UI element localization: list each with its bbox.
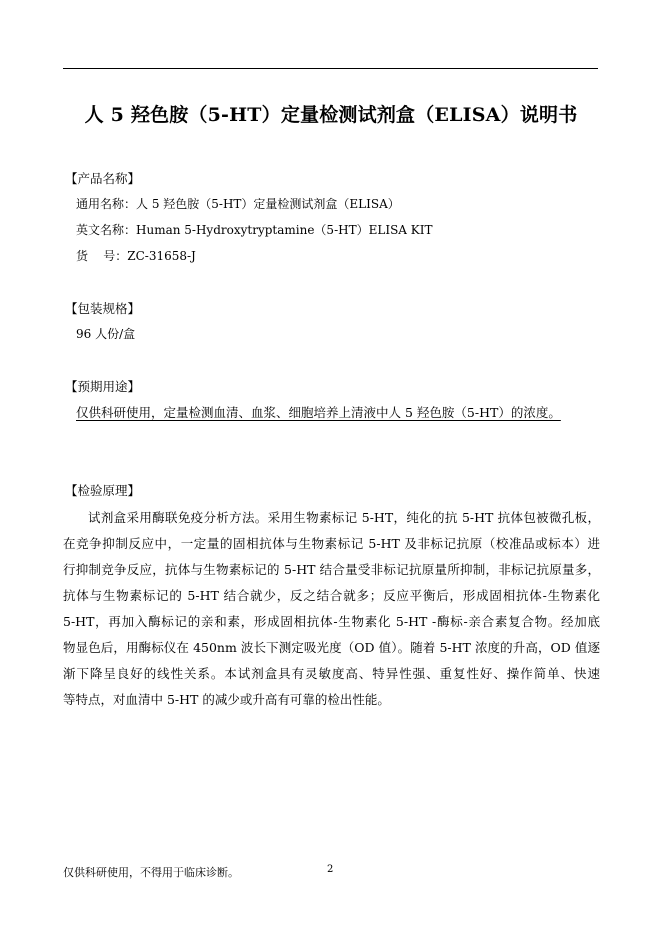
principle-line: 5-HT，再加入酶标记的亲和素，形成固相抗体-生物素化 5-HT -酶标-亲合素复合物。经加底: [63, 614, 600, 629]
principle-line: 渐下降呈良好的线性关系。本试剂盒具有灵敏度高、特异性强、重复性好、操作简单、快速: [63, 666, 600, 681]
principle-heading: 【检验原理】: [65, 483, 141, 498]
principle-line: 物显色后，用酶标仪在 450nm 波长下测定吸光度（OD 值）。随着 5-HT 浓度的升高，OD 值逐: [63, 640, 600, 655]
intended-use-heading: 【预期用途】: [65, 379, 141, 394]
page-number: 2: [327, 864, 334, 875]
english-name-line: 英文名称：Human 5-Hydroxytryptamine（5-HT）ELISA KIT: [76, 223, 433, 237]
catalog-number-line: 货 号：ZC-31658-J: [76, 249, 196, 263]
principle-line: 等特点，对血清中 5-HT 的减少或升高有可靠的检出性能。: [63, 692, 390, 707]
principle-line: 试剂盒采用酶联免疫分析方法。采用生物素标记 5-HT，纯化的抗 5-HT 抗体包被微孔板，: [88, 510, 600, 525]
package-heading: 【包装规格】: [65, 301, 141, 316]
principle-line: 抗体与生物素标记的 5-HT 结合就少，反之结合就多；反应平衡后，形成固相抗体-生物素化: [63, 588, 600, 603]
document-title: 人 5 羟色胺（5-HT）定量检测试剂盒（ELISA）说明书: [84, 104, 578, 126]
product-name-heading: 【产品名称】: [65, 171, 141, 186]
principle-line: 在竞争抑制反应中，一定量的固相抗体与生物素标记 5-HT 及非标记抗原（校准品或标本）进: [63, 536, 600, 551]
common-name-line: 通用名称：人 5 羟色胺（5-HT）定量检测试剂盒（ELISA）: [76, 197, 400, 211]
package-spec-line: 96 人份/盒: [76, 327, 136, 341]
principle-line: 行抑制竞争反应，抗体与生物素标记的 5-HT 结合量受非标记抗原量所抑制，非标记抗原量多，: [63, 562, 600, 577]
header-rule: [63, 68, 598, 69]
intended-use-text: 仅供科研使用，定量检测血清、血浆、细胞培养上清液中人 5 羟色胺（5-HT）的浓度。: [76, 405, 561, 420]
footer-disclaimer: 仅供科研使用，不得用于临床诊断。: [63, 866, 239, 879]
